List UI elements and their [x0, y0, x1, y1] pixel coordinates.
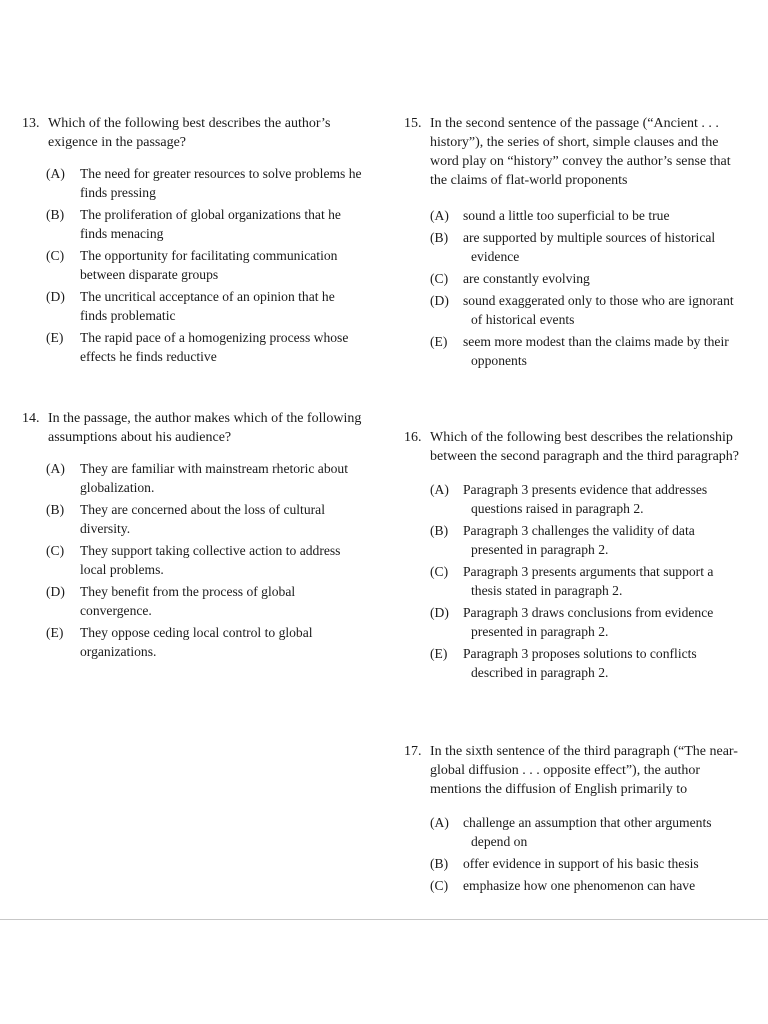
question-text: Which of the following best describes the relationship between the second paragraph and the third paragraph?: [430, 430, 740, 464]
choice-text: The opportunity for facilitating communication between disparate groups: [80, 248, 338, 282]
choice-letter: (C): [46, 248, 65, 263]
choice-text: Paragraph 3 draws conclusions from evidence presented in paragraph 2.: [463, 605, 714, 639]
answer-choice[interactable]: [430, 206, 744, 225]
choice-letter: (B): [430, 230, 449, 245]
question-stem: [404, 114, 744, 190]
question-stem: [22, 114, 362, 152]
choice-letter: (C): [430, 564, 449, 579]
choice-letter: (A): [430, 815, 449, 830]
question-stem: [22, 409, 362, 447]
choice-text: They oppose ceding local control to global organizations.: [80, 625, 313, 659]
answer-choice[interactable]: [46, 500, 362, 538]
question-16: [404, 428, 744, 685]
question-stem: [404, 428, 744, 466]
question-text: In the sixth sentence of the third paragraph (“The near-global diffusion . . . opposite effect”), the author mentions the diffusion of English primarily to: [430, 744, 738, 797]
answer-choices: [404, 206, 744, 370]
answer-choices: [404, 480, 744, 682]
page-bottom-edge: [0, 919, 768, 920]
choice-letter: (B): [430, 856, 449, 871]
question-17: [404, 742, 744, 898]
question-text: Which of the following best describes the author’s exigence in the passage?: [48, 116, 331, 150]
answer-choice[interactable]: [46, 205, 362, 243]
question-stem: [404, 742, 744, 799]
choice-letter: (E): [430, 334, 448, 349]
choice-letter: (A): [46, 461, 65, 476]
choice-text: Paragraph 3 presents arguments that support a thesis stated in paragraph 2.: [463, 564, 714, 598]
answer-choice[interactable]: [46, 164, 362, 202]
choice-letter: (C): [46, 543, 65, 558]
question-number: 17.: [404, 744, 422, 759]
choice-text: are supported by multiple sources of historical evidence: [463, 230, 716, 264]
choice-text: Paragraph 3 challenges the validity of data presented in paragraph 2.: [463, 523, 695, 557]
choice-text: sound exaggerated only to those who are ignorant of historical events: [463, 293, 734, 327]
choice-letter: (E): [46, 330, 64, 345]
choice-letter: (A): [430, 482, 449, 497]
choice-text: They support taking collective action to address local problems.: [80, 543, 341, 577]
question-number: 15.: [404, 116, 422, 131]
answer-choice[interactable]: [430, 228, 744, 266]
choice-letter: (E): [430, 646, 448, 661]
question-number: 13.: [22, 116, 40, 131]
choice-letter: (D): [46, 289, 65, 304]
answer-choice[interactable]: [430, 269, 744, 288]
choice-letter: (A): [430, 208, 449, 223]
answer-choice[interactable]: [430, 562, 744, 600]
choice-letter: (B): [46, 502, 65, 517]
question-13: [22, 114, 362, 369]
choice-text: The need for greater resources to solve problems he finds pressing: [80, 166, 362, 200]
choice-text: sound a little too superficial to be true: [463, 208, 670, 223]
question-14: [22, 409, 362, 664]
answer-choice[interactable]: [430, 332, 744, 370]
answer-choices: [22, 164, 362, 366]
choice-text: Paragraph 3 proposes solutions to conflicts described in paragraph 2.: [463, 646, 697, 680]
choice-text: They are concerned about the loss of cultural diversity.: [80, 502, 325, 536]
choice-letter: (B): [430, 523, 449, 538]
choice-letter: (D): [430, 605, 449, 620]
choice-text: emphasize how one phenomenon can have: [463, 878, 696, 893]
answer-choices: [22, 459, 362, 661]
answer-choice[interactable]: [430, 854, 744, 873]
answer-choice[interactable]: [430, 603, 744, 641]
answer-choice[interactable]: [430, 521, 744, 559]
question-15: [404, 114, 744, 373]
answer-choice[interactable]: [430, 480, 744, 518]
choice-letter: (A): [46, 166, 65, 181]
choice-letter: (C): [430, 271, 449, 286]
choice-text: are constantly evolving: [463, 271, 590, 286]
choice-letter: (E): [46, 625, 64, 640]
answer-choice[interactable]: [430, 813, 744, 851]
choice-text: The uncritical acceptance of an opinion that he finds problematic: [80, 289, 335, 323]
choice-letter: (D): [46, 584, 65, 599]
choice-text: Paragraph 3 presents evidence that addresses questions raised in paragraph 2.: [463, 482, 708, 516]
answer-choice[interactable]: [46, 541, 362, 579]
answer-choice[interactable]: [46, 623, 362, 661]
question-number: 16.: [404, 430, 422, 445]
question-number: 14.: [22, 411, 40, 426]
choice-letter: (D): [430, 293, 449, 308]
choice-text: The rapid pace of a homogenizing process whose effects he finds reductive: [80, 330, 349, 364]
choice-letter: (C): [430, 878, 449, 893]
answer-choice[interactable]: [430, 291, 744, 329]
choice-text: They benefit from the process of global convergence.: [80, 584, 296, 618]
choice-text: They are familiar with mainstream rhetoric about globalization.: [80, 461, 348, 495]
answer-choice[interactable]: [46, 287, 362, 325]
choice-text: offer evidence in support of his basic thesis: [463, 856, 699, 871]
answer-choice[interactable]: [46, 582, 362, 620]
answer-choice[interactable]: [46, 328, 362, 366]
answer-choices: [404, 813, 744, 895]
answer-choice[interactable]: [46, 459, 362, 497]
question-text: In the passage, the author makes which of the following assumptions about his audience?: [48, 411, 362, 445]
answer-choice[interactable]: [430, 876, 744, 895]
choice-text: The proliferation of global organizations that he finds menacing: [80, 207, 341, 241]
question-text: In the second sentence of the passage (“Ancient . . . history”), the series of short, simple clauses and the word play on “history” convey the author’s sense that the claims of flat-world proponents: [430, 116, 731, 188]
answer-choice[interactable]: [430, 644, 744, 682]
choice-letter: (B): [46, 207, 65, 222]
answer-choice[interactable]: [46, 246, 362, 284]
choice-text: challenge an assumption that other arguments depend on: [463, 815, 712, 849]
choice-text: seem more modest than the claims made by their opponents: [463, 334, 729, 368]
